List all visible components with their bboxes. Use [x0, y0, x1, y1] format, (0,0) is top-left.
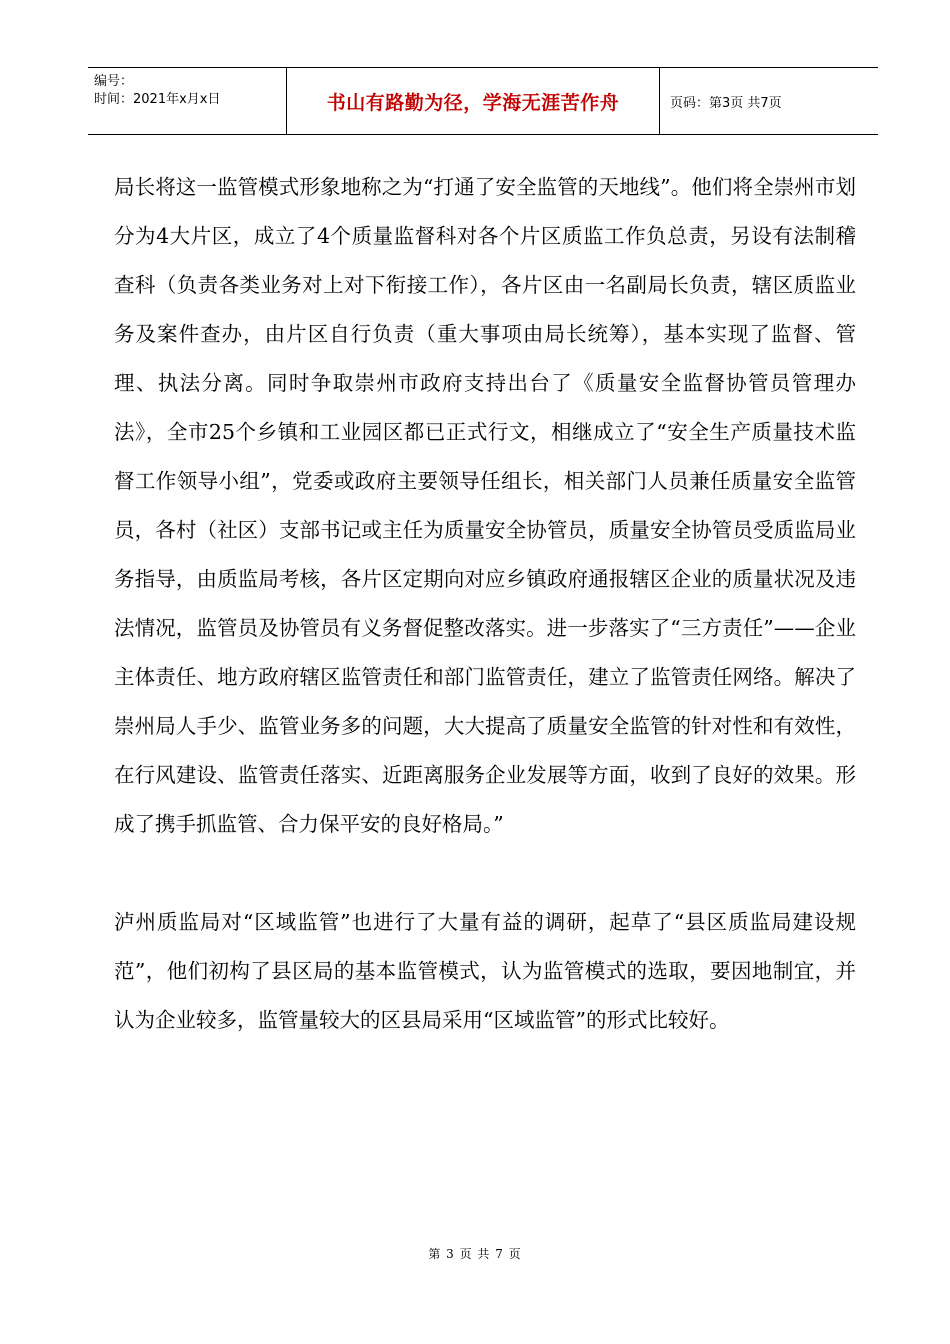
- number-label: 编号：: [94, 74, 134, 89]
- document-header: [88, 67, 878, 135]
- header-motto: 书山有路勤为径，学海无涯苦作舟: [287, 68, 660, 134]
- header-page-code: 页码：第3页 共7页: [670, 95, 782, 111]
- time-label: 时间：2021年x月x日: [94, 92, 221, 107]
- document-body: [114, 163, 856, 1045]
- page-footer: 第 3 页 共 7 页: [428, 1247, 522, 1261]
- body-paragraph-1: 局长将这一监管模式形象地称之为“打通了安全监管的天地线”。他们将全崇州市划分为4大片区，成立了4个质量监督科对各个片区质监工作负总责，另设有法制稽查科（负责各类业务对上对下衔接工作），各片区由一名副局长负责，辖区质监业务及案件查办，由片区自行负责（重大事项由局长统筹），基本实现了监督、管理、执法分离。同时争取崇州市政府支持出台了《质量安全监督协管员管理办法》，全市25个乡镇和工业园区都已正式行文，相继成立了“安全生产质量技术监督工作领导小组”，党委或政府主要领导任组长，相关部门人员兼任质量安全监管员，各村（社区）支部书记或主任为质量安全协管员，质量安全协管员受质监局业务指导，由质监局考核，各片区定期向对应乡镇政府通报辖区企业的质量状况及违法情况，监管员及协管员有义务督促整改落实。进一步落实了“三方责任”——企业主体责任、地方政府辖区监管责任和部门监管责任，建立了监管责任网络。解决了崇州局人手少、监管业务多的问题，大大提高了质量安全监管的针对性和有效性，在行风建设、监管责任落实、近距离服务企业发展等方面，收到了良好的效果。形成了携手抓监管、合力保平安的良好格局。”: [114, 175, 856, 836]
- body-paragraph-2: 泸州质监局对“区域监管”也进行了大量有益的调研，起草了“县区质监局建设规范”，他们初构了县区局的基本监管模式，认为监管模式的选取，要因地制宜，并认为企业较多，监管量较大的区县局采用“区域监管”的形式比较好。: [114, 910, 856, 1032]
- header-meta: [88, 68, 287, 134]
